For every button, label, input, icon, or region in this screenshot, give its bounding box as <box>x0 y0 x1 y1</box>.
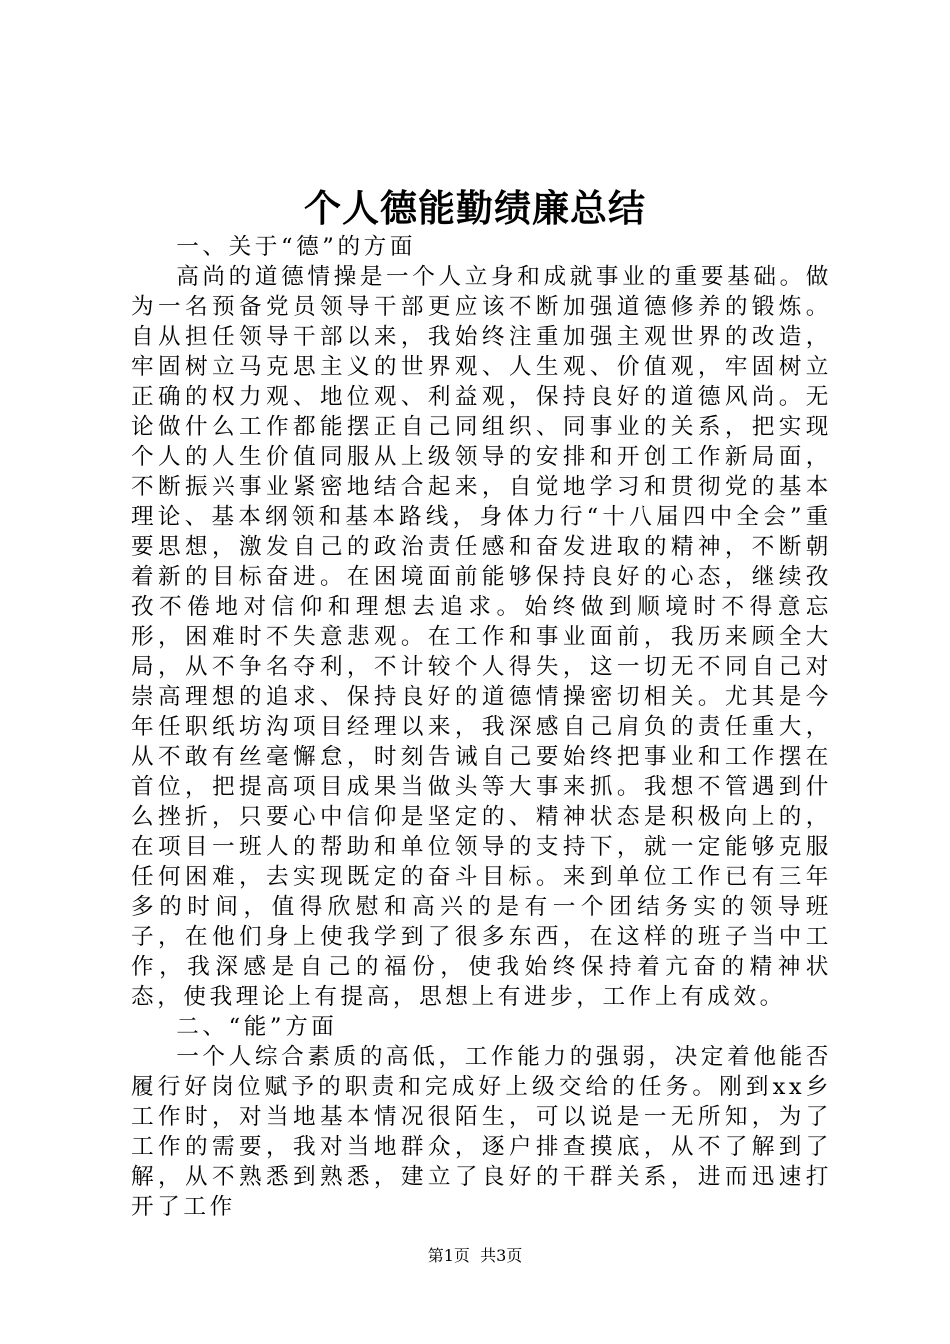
page-footer <box>0 1245 950 1267</box>
section-heading-neng: 二、“能”方面 <box>176 1014 338 1040</box>
document-body <box>131 232 832 1222</box>
paragraph-de: 高尚的道德情操是一个人立身和成就事业的重要基础。做为一名预备党员领导干部更应该不断加强道德修养的锻炼。自从担任领导干部以来，我始终注重加强主观世界的改造，牢固树立马克思主义的世界观、人生观、价值观，牢固树立正确的权力观、地位观、利益观，保持良好的道德风尚。无论做什么工作都能摆正自己同组织、同事业的关系，把实现个人的人生价值同服从上级领导的安排和开创工作新局面，不断振兴事业紧密地结合起来，自觉地学习和贯彻党的基本理论、基本纲领和基本路线，身体力行“十八届四中全会”重要思想，激发自己的政治责任感和奋发进取的精神，不断朝着新的目标奋进。在困境面前能够保持良好的心态，继续孜孜不倦地对信仰和理想去追求。始终做到顺境时不得意忘形，困难时不失意悲观。在工作和事业面前，我历来顾全大局，从不争名夺利，不计较个人得失，这一切无不同自己对崇高理想的追求、保持良好的道德情操密切相关。尤其是今年任职纸坊沟项目经理以来，我深感自己肩负的责任重大，从不敢有丝毫懈怠，时刻告诫自己要始终把事业和工作摆在首位，把提高项目成果当做头等大事来抓。我想不管遇到什么挫折，只要心中信仰是坚定的、精神状态是积极向上的，在项目一班人的帮助和单位领导的支持下，就一定能够克服任何困难，去实现既定的奋斗目标。来到单位工作已有三年多的时间，值得欣慰和高兴的是有一个团结务实的领导班子，在他们身上使我学到了很多东西，在这样的班子当中工作，我深感是自己的福份，使我始终保持着亢奋的精神状态，使我理论上有提高，思想上有进步，工作上有成效。 <box>131 264 832 1010</box>
page-number: 第1页 <box>427 1246 470 1265</box>
document-title: 个人德能勤绩廉总结 <box>304 186 646 230</box>
page-total: 共3页 <box>480 1246 523 1265</box>
paragraph-neng: 一个人综合素质的高低，工作能力的强弱，决定着他能否履行好岗位赋予的职责和完成好上级交给的任务。刚到xx乡工作时，对当地基本情况很陌生，可以说是一无所知，为了工作的需要，我对当地群众，逐户排查摸底，从不了解到了解，从不熟悉到熟悉，建立了良好的干群关系，进而迅速打开了工作 <box>131 1044 832 1220</box>
section-heading-de: 一、关于“德”的方面 <box>176 234 417 260</box>
